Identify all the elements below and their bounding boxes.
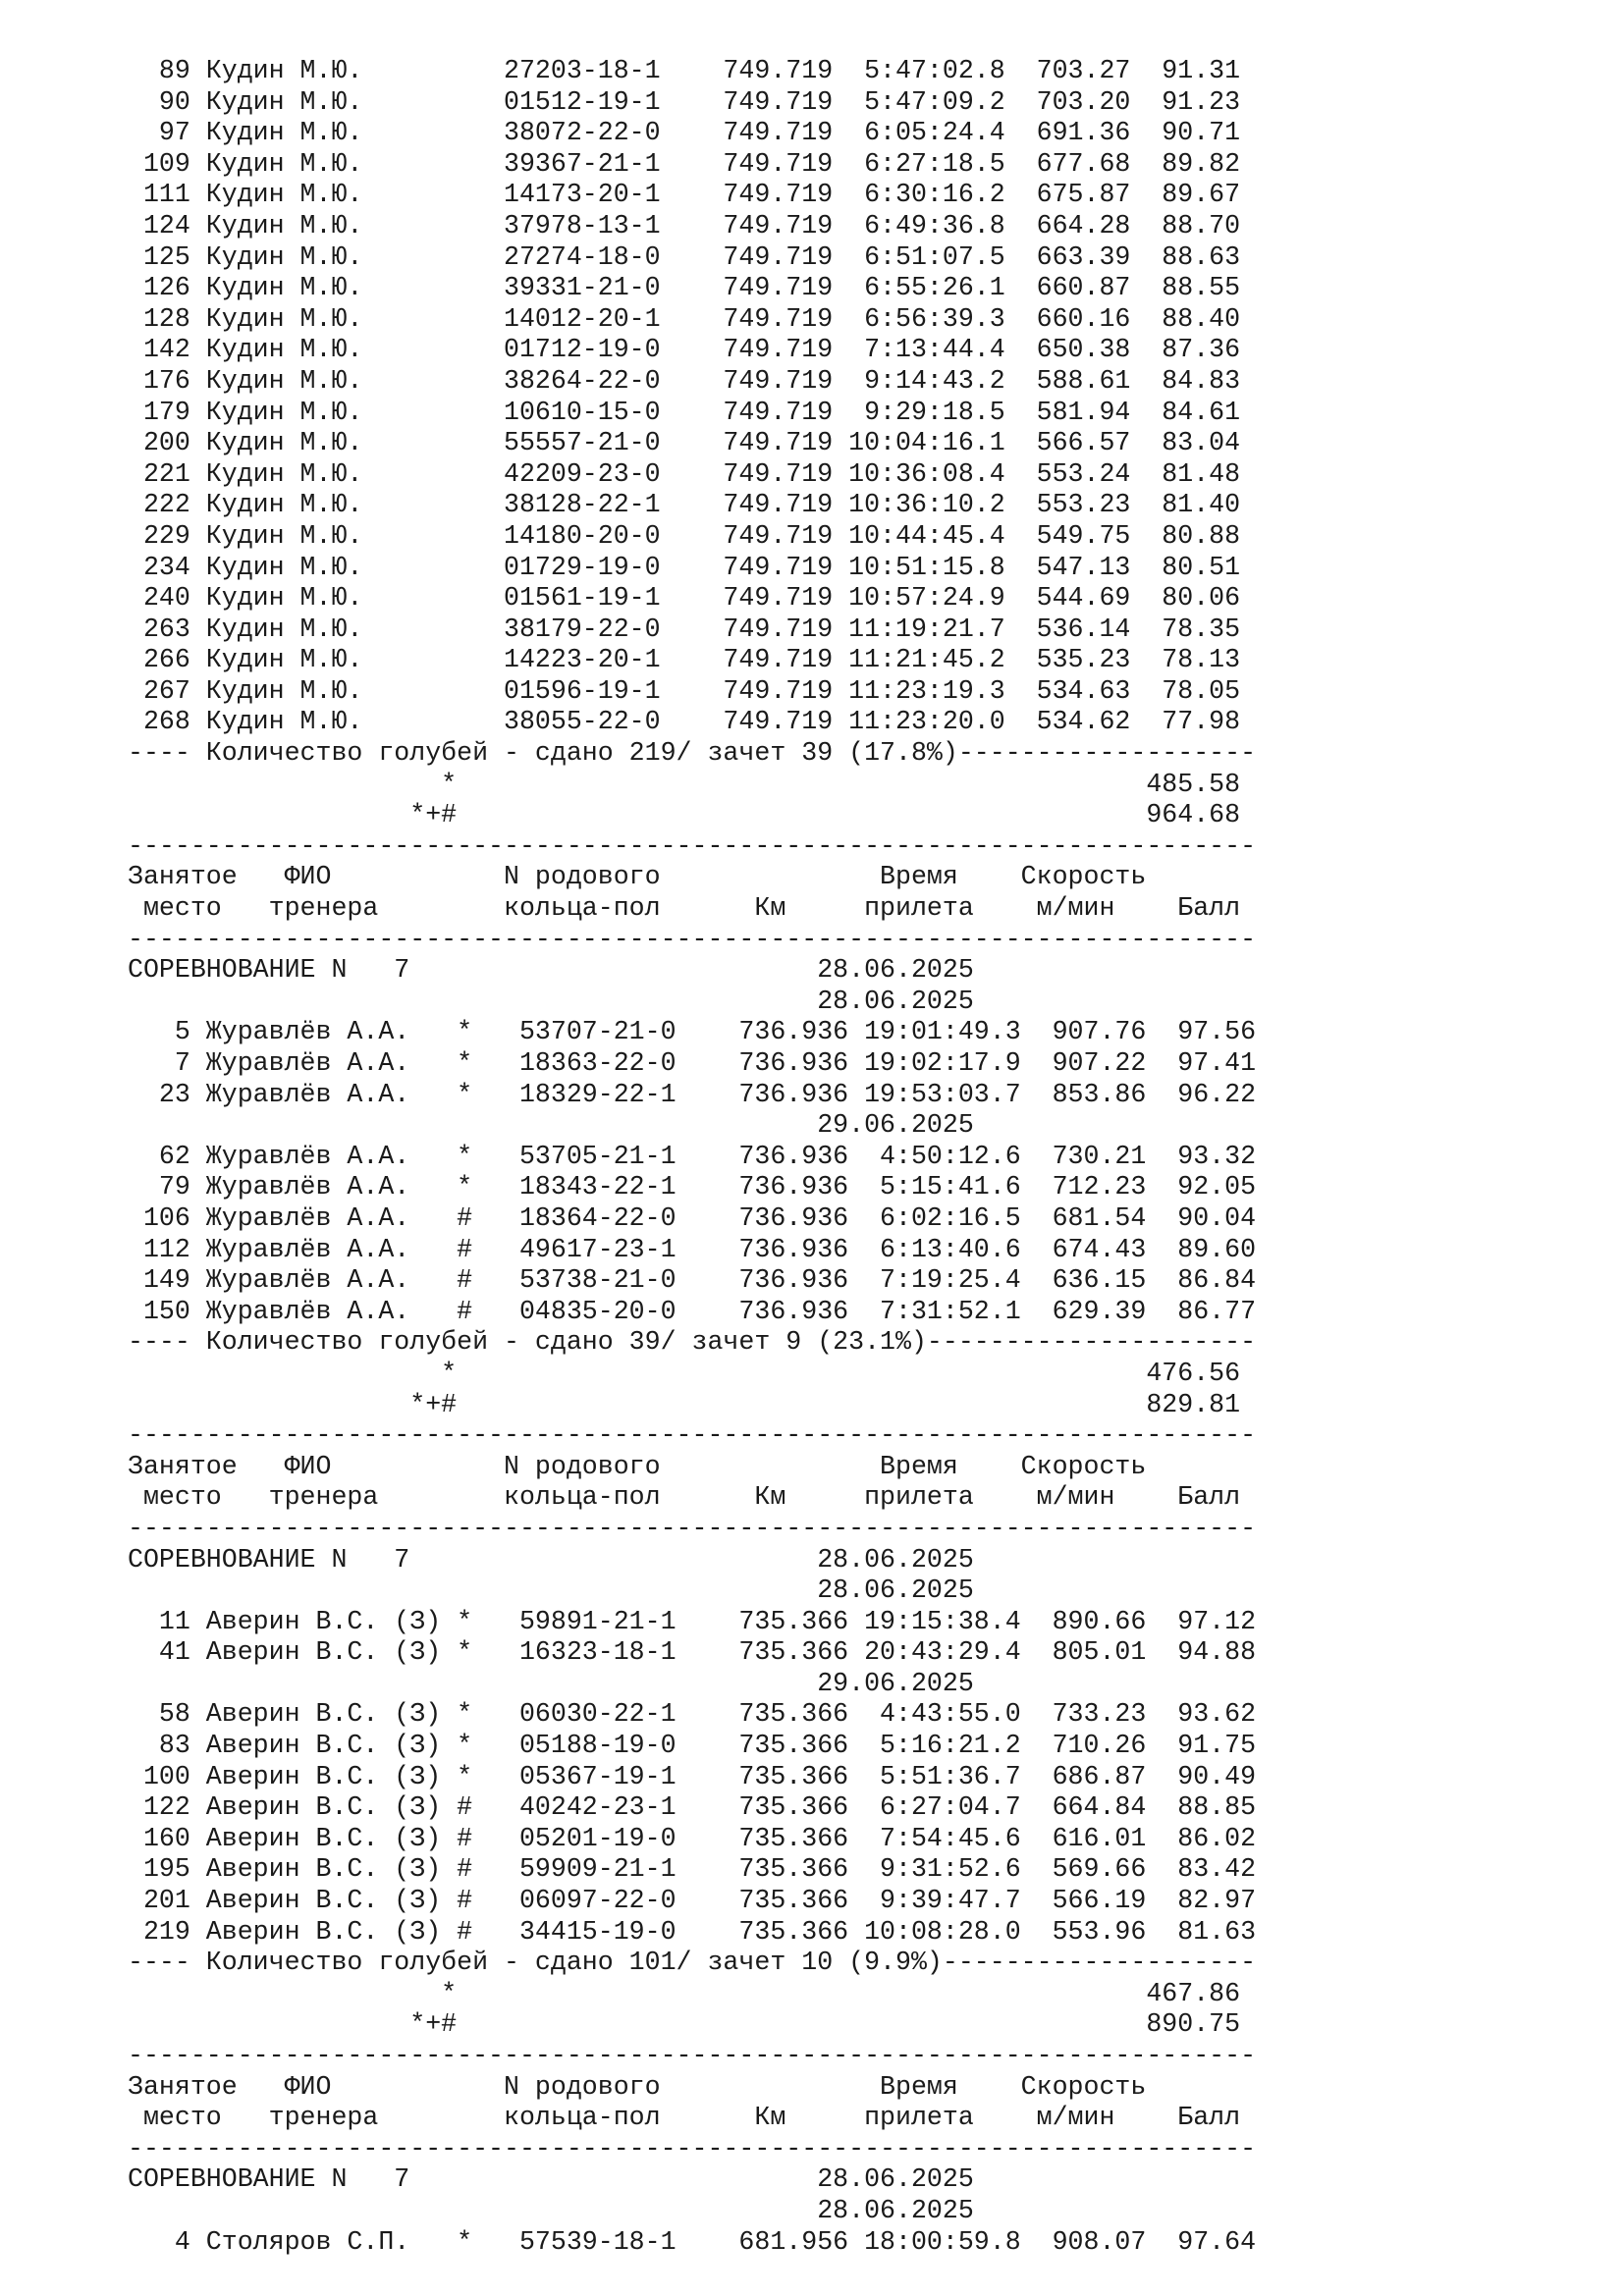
document-line: 222 Кудин М.Ю. 38128-22-1 749.719 10:36:10.2 553.23 81.40 <box>128 490 1241 520</box>
document-line: 128 Кудин М.Ю. 14012-20-1 749.719 6:56:39.3 660.16 88.40 <box>128 303 1241 334</box>
document-line: 234 Кудин М.Ю. 01729-19-0 749.719 10:51:15.8 547.13 80.51 <box>128 552 1241 582</box>
document-line: ---- Количество голубей - сдано 39/ зачет 9 (23.1%)--------------------- <box>128 1327 1257 1358</box>
document-line: 221 Кудин М.Ю. 42209-23-0 749.719 10:36:08.4 553.24 81.48 <box>128 458 1241 489</box>
document-line: 100 Аверин В.С. (З) * 05367-19-1 735.366 5:51:36.7 686.87 90.49 <box>128 1761 1257 1791</box>
results-document <box>128 56 1256 2258</box>
document-line: ---- Количество голубей - сдано 219/ зачет 39 (17.8%)------------------- <box>128 738 1257 769</box>
document-line: * 485.58 <box>128 769 1241 799</box>
document-line: 149 Журавлёв А.А. # 53738-21-0 736.936 7:19:25.4 636.15 86.84 <box>128 1265 1257 1296</box>
document-line: 28.06.2025 <box>128 1575 974 1606</box>
document-line: ---- Количество голубей - сдано 101/ зачет 10 (9.9%)-------------------- <box>128 1948 1257 1978</box>
document-line: место тренера кольца-пол Км прилета м/мин Балл <box>128 2103 1241 2133</box>
document-line: 122 Аверин В.С. (З) # 40242-23-1 735.366 6:27:04.7 664.84 88.85 <box>128 1792 1257 1823</box>
document-line: 126 Кудин М.Ю. 39331-21-0 749.719 6:55:26.1 660.87 88.55 <box>128 273 1241 303</box>
document-line: 28.06.2025 <box>128 2195 974 2225</box>
document-line: 89 Кудин М.Ю. 27203-18-1 749.719 5:47:02.8 703.27 91.31 <box>128 56 1241 85</box>
document-line: 28.06.2025 <box>128 986 974 1016</box>
document-line: 111 Кудин М.Ю. 14173-20-1 749.719 6:30:16.2 675.87 89.67 <box>128 180 1241 210</box>
document-line: место тренера кольца-пол Км прилета м/мин Балл <box>128 1482 1241 1513</box>
document-line: 219 Аверин В.С. (З) # 34415-19-0 735.366 10:08:28.0 553.96 81.63 <box>128 1916 1257 1947</box>
document-line: 83 Аверин В.С. (З) * 05188-19-0 735.366 5:16:21.2 710.26 91.75 <box>128 1731 1257 1761</box>
document-line: 79 Журавлёв А.А. * 18343-22-1 736.936 5:15:41.6 712.23 92.05 <box>128 1172 1257 1202</box>
document-line: 160 Аверин В.С. (З) # 05201-19-0 735.366 7:54:45.6 616.01 86.02 <box>128 1823 1257 1853</box>
document-line: ------------------------------------------------------------------------ <box>128 2041 1257 2070</box>
document-line: 62 Журавлёв А.А. * 53705-21-1 736.936 4:50:12.6 730.21 93.32 <box>128 1141 1257 1171</box>
document-line: 179 Кудин М.Ю. 10610-15-0 749.719 9:29:18.5 581.94 84.61 <box>128 397 1241 427</box>
document-line: 4 Столяров С.П. * 57539-18-1 681.956 18:00:59.8 908.07 97.64 <box>128 2226 1257 2257</box>
document-line: 58 Аверин В.С. (З) * 06030-22-1 735.366 4:43:55.0 733.23 93.62 <box>128 1699 1257 1730</box>
document-line: 267 Кудин М.Ю. 01596-19-1 749.719 11:23:19.3 534.63 78.05 <box>128 675 1241 706</box>
document-line: * 476.56 <box>128 1358 1241 1388</box>
document-line: 106 Журавлёв А.А. # 18364-22-0 736.936 6:02:16.5 681.54 90.04 <box>128 1202 1257 1233</box>
document-line: 112 Журавлёв А.А. # 49617-23-1 736.936 6:13:40.6 674.43 89.60 <box>128 1234 1257 1264</box>
document-line: ------------------------------------------------------------------------ <box>128 1420 1257 1451</box>
document-line: Занятое ФИО N родового Время Скорость <box>128 1451 1147 1481</box>
document-line: 229 Кудин М.Ю. 14180-20-0 749.719 10:44:45.4 549.75 80.88 <box>128 520 1241 551</box>
document-line: 41 Аверин В.С. (З) * 16323-18-1 735.366 20:43:29.4 805.01 94.88 <box>128 1637 1257 1668</box>
document-line: 200 Кудин М.Ю. 55557-21-0 749.719 10:04:16.1 566.57 83.04 <box>128 428 1241 458</box>
document-line: 268 Кудин М.Ю. 38055-22-0 749.719 11:23:20.0 534.62 77.98 <box>128 707 1241 737</box>
document-line: 142 Кудин М.Ю. 01712-19-0 749.719 7:13:44.4 650.38 87.36 <box>128 335 1241 365</box>
document-line: СОРЕВНОВАНИЕ N 7 28.06.2025 <box>128 2164 974 2195</box>
document-line: 201 Аверин В.С. (З) # 06097-22-0 735.366 9:39:47.7 566.19 82.97 <box>128 1886 1257 1916</box>
document-line: ------------------------------------------------------------------------ <box>128 924 1257 954</box>
document-line: ------------------------------------------------------------------------ <box>128 1513 1257 1543</box>
document-line: *+# 829.81 <box>128 1389 1241 1419</box>
document-line: 195 Аверин В.С. (З) # 59909-21-1 735.366 9:31:52.6 569.66 83.42 <box>128 1854 1257 1885</box>
document-line: ------------------------------------------------------------------------ <box>128 2133 1257 2163</box>
document-line: Занятое ФИО N родового Время Скорость <box>128 2071 1147 2102</box>
document-line: 90 Кудин М.Ю. 01512-19-1 749.719 5:47:09.2 703.20 91.23 <box>128 86 1241 117</box>
document-line: 240 Кудин М.Ю. 01561-19-1 749.719 10:57:24.9 544.69 80.06 <box>128 583 1241 614</box>
document-line: место тренера кольца-пол Км прилета м/мин Балл <box>128 893 1241 924</box>
document-line: 23 Журавлёв А.А. * 18329-22-1 736.936 19:53:03.7 853.86 96.22 <box>128 1079 1257 1109</box>
document-line: 109 Кудин М.Ю. 39367-21-1 749.719 6:27:18.5 677.68 89.82 <box>128 148 1241 179</box>
document-line: 266 Кудин М.Ю. 14223-20-1 749.719 11:21:45.2 535.23 78.13 <box>128 645 1241 675</box>
document-line: 150 Журавлёв А.А. # 04835-20-0 736.936 7:31:52.1 629.39 86.77 <box>128 1296 1257 1326</box>
document-line: 29.06.2025 <box>128 1110 974 1141</box>
document-line: *+# 890.75 <box>128 2009 1241 2040</box>
document-line: *+# 964.68 <box>128 800 1241 830</box>
document-line: Занятое ФИО N родового Время Скорость <box>128 862 1147 892</box>
document-line: СОРЕВНОВАНИЕ N 7 28.06.2025 <box>128 955 974 986</box>
document-line: 125 Кудин М.Ю. 27274-18-0 749.719 6:51:07.5 663.39 88.63 <box>128 241 1241 272</box>
document-line: * 467.86 <box>128 1978 1241 2008</box>
document-line: 124 Кудин М.Ю. 37978-13-1 749.719 6:49:36.8 664.28 88.70 <box>128 210 1241 240</box>
document-line: 5 Журавлёв А.А. * 53707-21-0 736.936 19:01:49.3 907.76 97.56 <box>128 1017 1257 1047</box>
document-line: 97 Кудин М.Ю. 38072-22-0 749.719 6:05:24.4 691.36 90.71 <box>128 118 1241 148</box>
document-line: 7 Журавлёв А.А. * 18363-22-0 736.936 19:02:17.9 907.22 97.41 <box>128 1048 1257 1078</box>
document-line: 29.06.2025 <box>128 1668 974 1698</box>
document-line: 176 Кудин М.Ю. 38264-22-0 749.719 9:14:43.2 588.61 84.83 <box>128 365 1241 396</box>
document-line: 263 Кудин М.Ю. 38179-22-0 749.719 11:19:21.7 536.14 78.35 <box>128 614 1241 644</box>
document-line: ------------------------------------------------------------------------ <box>128 830 1257 861</box>
document-line: 11 Аверин В.С. (З) * 59891-21-1 735.366 19:15:38.4 890.66 97.12 <box>128 1606 1257 1636</box>
document-line: СОРЕВНОВАНИЕ N 7 28.06.2025 <box>128 1544 974 1575</box>
